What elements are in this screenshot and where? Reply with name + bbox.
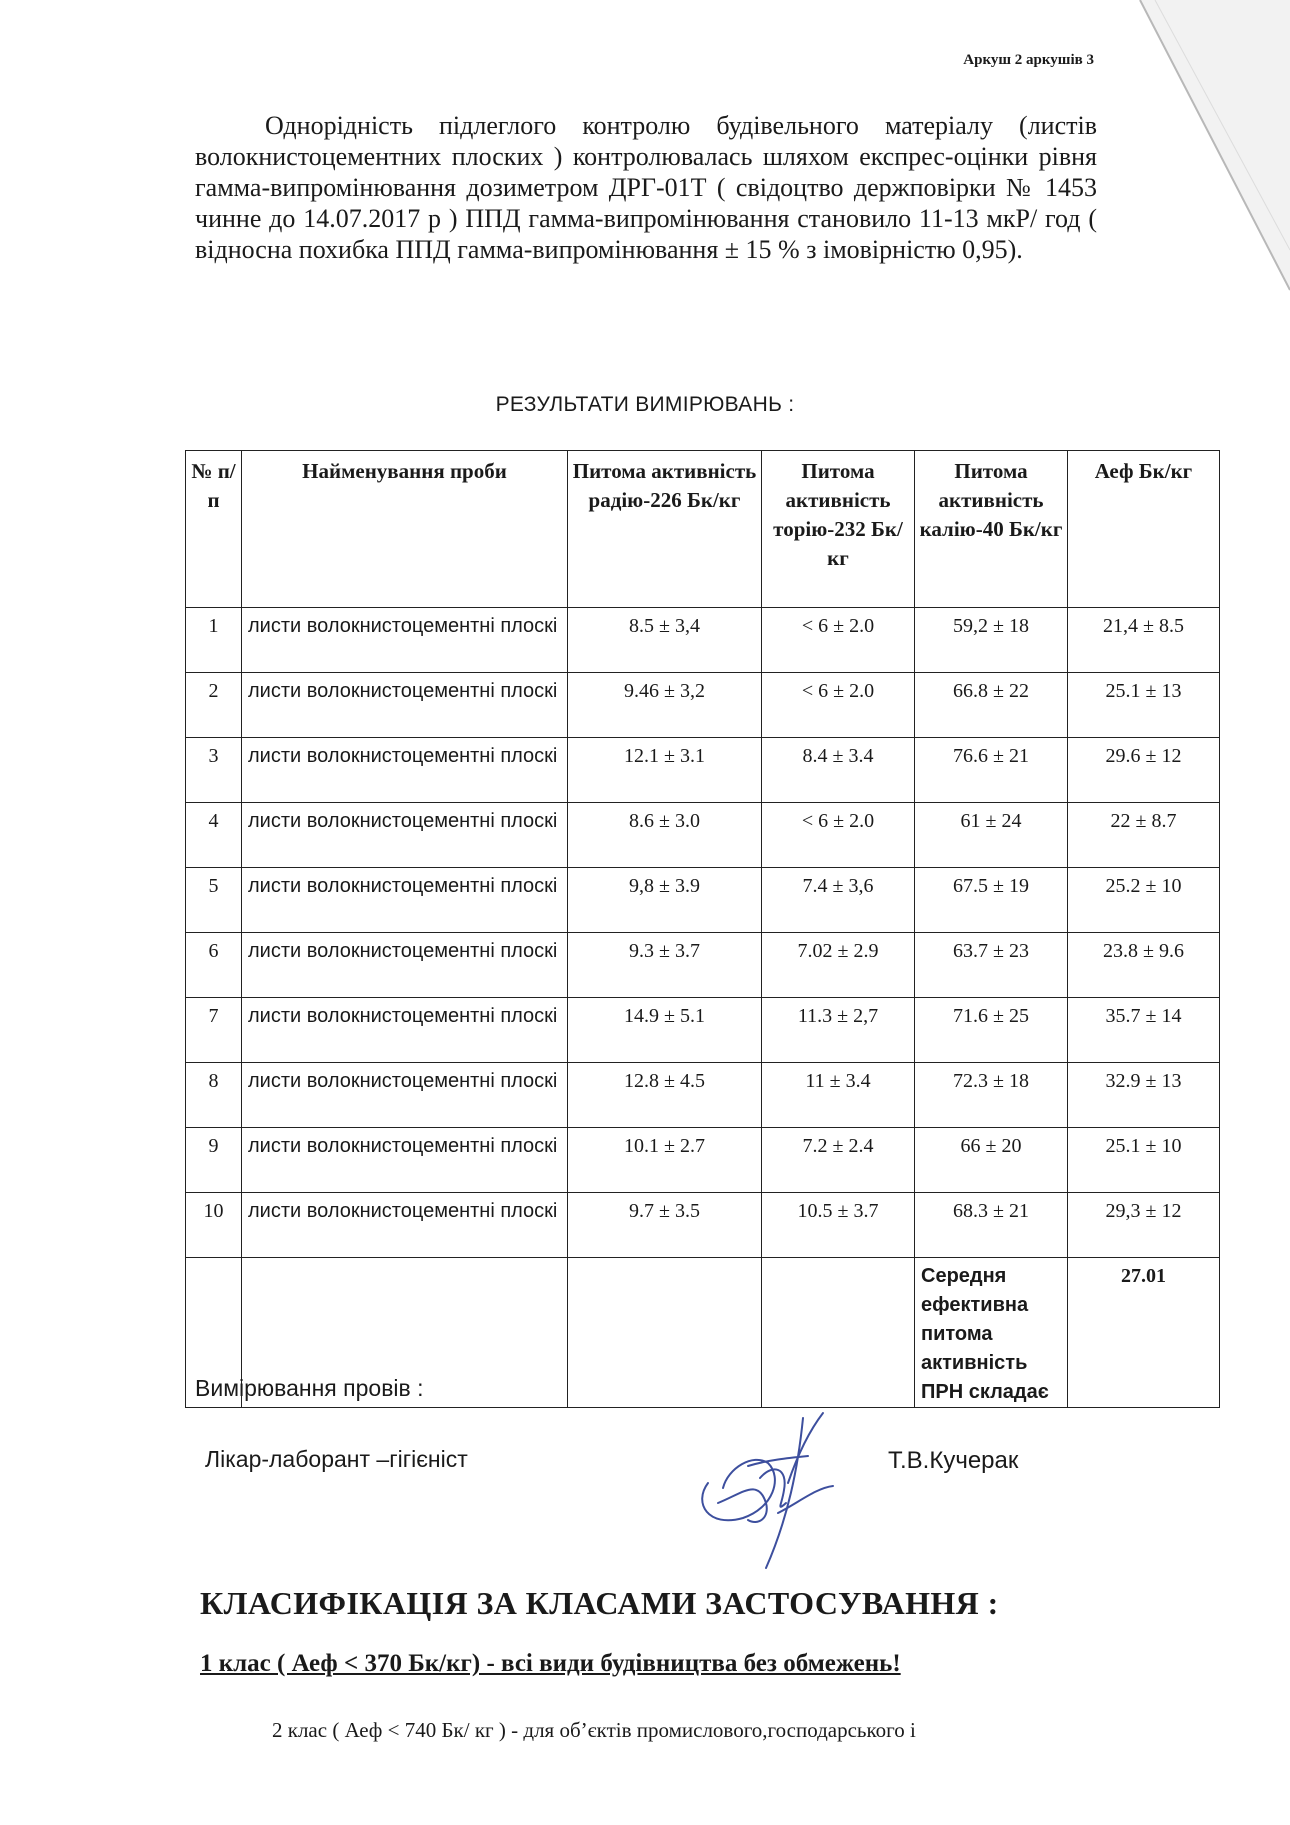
potassium-cell: 66.8 ± 22 [915,673,1068,738]
sample-name-cell: листи волокнистоцементні плоскі [242,1128,568,1193]
thorium-cell: < 6 ± 2.0 [762,608,915,673]
aef-cell: 35.7 ± 14 [1068,998,1220,1063]
sample-name-cell: листи волокнистоцементні плоскі [242,738,568,803]
intro-text: Однорідність підлеглого контролю будівельного матеріалу (листів волокнистоцементних плоских ) контролювалась шляхом експрес-оцінки рівня гамма-випромінювання дозиметром ДРГ-01Т ( свідоцтво держповірки № 1453 чинне до 14.07.2017 р ) ППД гамма-випромінювання становило 11-13 мкР/ год ( відносна похибка ППД гамма-випромінювання ± 15 % з імовірністю 0,95). [195,111,1097,264]
radium-cell: 8.5 ± 3,4 [568,608,762,673]
results-title: РЕЗУЛЬТАТИ ВИМІРЮВАНЬ : [495,393,795,416]
radium-cell: 9,8 ± 3.9 [568,868,762,933]
aef-cell: 22 ± 8.7 [1068,803,1220,868]
sample-name-cell: листи волокнистоцементні плоскі [242,803,568,868]
potassium-cell: 66 ± 20 [915,1128,1068,1193]
radium-cell: 14.9 ± 5.1 [568,998,762,1063]
table-row [186,1193,1220,1258]
row-number-cell: 6 [186,933,242,998]
class2-line: 2 клас ( Аеф < 740 Бк/ кг ) - для об’єктів промислового,господарського і [272,1718,916,1742]
row-number-cell: 4 [186,803,242,868]
sheet-label: Аркуш 2 аркушів 3 [963,52,1094,68]
sample-name-cell: листи волокнистоцементні плоскі [242,933,568,998]
thorium-cell: 7.02 ± 2.9 [762,933,915,998]
empty-cell [762,1258,915,1408]
column-header: Питома активність торію-232 Бк/кг [762,451,915,608]
table-row [186,1128,1220,1193]
aef-cell: 25.1 ± 10 [1068,1128,1220,1193]
thorium-cell: 8.4 ± 3.4 [762,738,915,803]
row-number-cell: 8 [186,1063,242,1128]
row-number-cell: 9 [186,1128,242,1193]
empty-cell [568,1258,762,1408]
potassium-cell: 67.5 ± 19 [915,868,1068,933]
potassium-cell: 71.6 ± 25 [915,998,1068,1063]
row-number-cell: 1 [186,608,242,673]
row-number-cell: 2 [186,673,242,738]
row-number-cell: 7 [186,998,242,1063]
row-number-cell: 10 [186,1193,242,1258]
thorium-cell: 11 ± 3.4 [762,1063,915,1128]
aef-cell: 29.6 ± 12 [1068,738,1220,803]
potassium-cell: 59,2 ± 18 [915,608,1068,673]
radium-cell: 12.8 ± 4.5 [568,1063,762,1128]
table-row [186,933,1220,998]
table-row [186,998,1220,1063]
table-body [186,608,1220,1408]
summary-label: Середня ефективна питома активність ПРН складає [915,1258,1068,1408]
thorium-cell: 10.5 ± 3.7 [762,1193,915,1258]
sample-name-cell: листи волокнистоцементні плоскі [242,673,568,738]
column-header: Аеф Бк/кг [1068,451,1220,608]
table-row [186,738,1220,803]
table-row [186,1063,1220,1128]
intro-paragraph [195,110,1097,265]
table-row [186,803,1220,868]
summary-value: 27.01 [1068,1258,1220,1408]
results-table [185,450,1220,1408]
column-header: Питома активність радію-226 Бк/кг [568,451,762,608]
sample-name-cell: листи волокнистоцементні плоскі [242,998,568,1063]
sample-name-cell: листи волокнистоцементні плоскі [242,608,568,673]
potassium-cell: 61 ± 24 [915,803,1068,868]
thorium-cell: 7.2 ± 2.4 [762,1128,915,1193]
sample-name-cell: листи волокнистоцементні плоскі [242,1193,568,1258]
aef-cell: 29,3 ± 12 [1068,1193,1220,1258]
table-header-row [186,451,1220,608]
radium-cell: 10.1 ± 2.7 [568,1128,762,1193]
signature-image [688,1408,848,1578]
row-number-cell: 5 [186,868,242,933]
potassium-cell: 68.3 ± 21 [915,1193,1068,1258]
radium-cell: 12.1 ± 3.1 [568,738,762,803]
role-label: Лікар-лаборант –гігієніст [205,1446,468,1472]
thorium-cell: < 6 ± 2.0 [762,673,915,738]
sample-name-cell: листи волокнистоцементні плоскі [242,868,568,933]
potassium-cell: 76.6 ± 21 [915,738,1068,803]
column-header: № п/ п [186,451,242,608]
potassium-cell: 63.7 ± 23 [915,933,1068,998]
table-row [186,868,1220,933]
table-row [186,673,1220,738]
radium-cell: 8.6 ± 3.0 [568,803,762,868]
classification-title: КЛАСИФІКАЦІЯ ЗА КЛАСАМИ ЗАСТОСУВАННЯ : [200,1585,999,1621]
potassium-cell: 72.3 ± 18 [915,1063,1068,1128]
row-number-cell: 3 [186,738,242,803]
column-header: Найменування проби [242,451,568,608]
column-header: Питома активність калію-40 Бк/кг [915,451,1068,608]
radium-cell: 9.7 ± 3.5 [568,1193,762,1258]
signer-name: Т.В.Кучерак [888,1447,1019,1474]
aef-cell: 21,4 ± 8.5 [1068,608,1220,673]
aef-cell: 32.9 ± 13 [1068,1063,1220,1128]
radium-cell: 9.3 ± 3.7 [568,933,762,998]
thorium-cell: 7.4 ± 3,6 [762,868,915,933]
radium-cell: 9.46 ± 3,2 [568,673,762,738]
aef-cell: 25.1 ± 13 [1068,673,1220,738]
measured-by-label: Вимірювання провів : [195,1375,424,1401]
aef-cell: 25.2 ± 10 [1068,868,1220,933]
aef-cell: 23.8 ± 9.6 [1068,933,1220,998]
thorium-cell: 11.3 ± 2,7 [762,998,915,1063]
sample-name-cell: листи волокнистоцементні плоскі [242,1063,568,1128]
table-row [186,608,1220,673]
class1-line: 1 клас ( Аеф < 370 Бк/кг) - всі види будівництва без обмежень! [200,1650,901,1677]
thorium-cell: < 6 ± 2.0 [762,803,915,868]
